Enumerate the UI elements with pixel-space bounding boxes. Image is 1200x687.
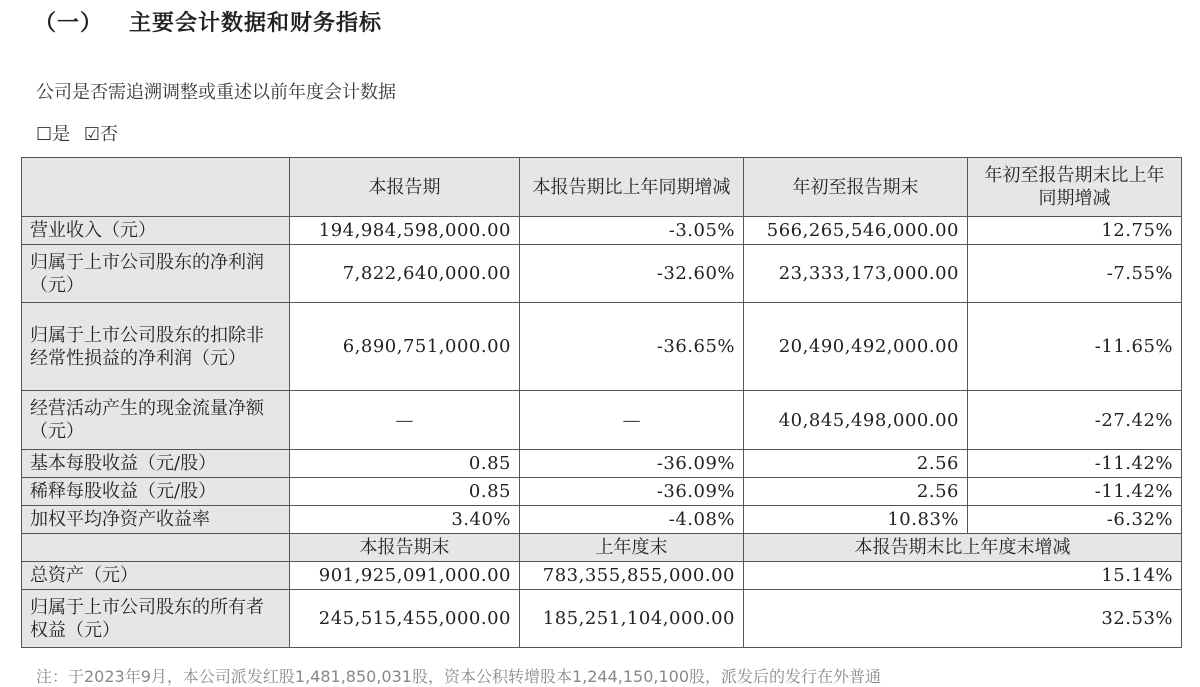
cell-ytd-change: -11.42% [968, 478, 1182, 506]
header-current-change: 本报告期比上年同期增减 [520, 158, 744, 217]
row-label: 归属于上市公司股东的扣除非经常性损益的净利润（元） [22, 303, 290, 391]
section-number: （一） [34, 11, 104, 36]
table-row [22, 562, 1182, 590]
cell-current: 0.85 [290, 478, 520, 506]
row-label: 归属于上市公司股东的净利润（元） [22, 245, 290, 303]
cell-current-change: — [520, 391, 744, 450]
cell-current-change: -36.65% [520, 303, 744, 391]
cell-current: — [290, 391, 520, 450]
subheader-change: 本报告期末比上年度末增减 [744, 534, 1182, 562]
cell-current: 194,984,598,000.00 [290, 217, 520, 245]
cell-ytd-change: -6.32% [968, 506, 1182, 534]
table-row [22, 303, 1182, 391]
cell-ytd: 566,265,546,000.00 [744, 217, 968, 245]
cell-ytd: 23,333,173,000.00 [744, 245, 968, 303]
row-label: 经营活动产生的现金流量净额（元） [22, 391, 290, 450]
cell-current-change: -4.08% [520, 506, 744, 534]
cell-current: 6,890,751,000.00 [290, 303, 520, 391]
table-row [22, 478, 1182, 506]
cell-ytd: 40,845,498,000.00 [744, 391, 968, 450]
table-row [22, 590, 1182, 648]
cell-current: 3.40% [290, 506, 520, 534]
cell-prior-year-end: 783,355,855,000.00 [520, 562, 744, 590]
cell-ytd-change: -7.55% [968, 245, 1182, 303]
cell-current-change: -32.60% [520, 245, 744, 303]
table-header-row [22, 158, 1182, 217]
cell-ytd: 10.83% [744, 506, 968, 534]
subheader-period-end: 本报告期末 [290, 534, 520, 562]
cell-current-change: -36.09% [520, 450, 744, 478]
table-row [22, 391, 1182, 450]
cell-change: 15.14% [744, 562, 1182, 590]
cell-ytd: 2.56 [744, 478, 968, 506]
footnote: 注：于2023年9月，本公司派发红股1,481,850,031股，资本公积转增股本1,244,150,100股，派发后的发行在外普通 [36, 667, 882, 686]
cell-ytd-change: -27.42% [968, 391, 1182, 450]
row-label: 归属于上市公司股东的所有者权益（元） [22, 590, 290, 648]
cell-ytd: 2.56 [744, 450, 968, 478]
restatement-options [36, 120, 126, 146]
row-label: 基本每股收益（元/股） [22, 450, 290, 478]
table-row [22, 245, 1182, 303]
table-subheader-row [22, 534, 1182, 562]
header-current-period: 本报告期 [290, 158, 520, 217]
header-ytd: 年初至报告期末 [744, 158, 968, 217]
option-yes: ☐是 [36, 124, 71, 145]
section-heading [34, 6, 382, 37]
row-label: 营业收入（元） [22, 217, 290, 245]
cell-current-change: -36.09% [520, 478, 744, 506]
financial-indicators-table [21, 157, 1182, 648]
section-title: 主要会计数据和财务指标 [129, 11, 383, 36]
table-row [22, 217, 1182, 245]
cell-current-change: -3.05% [520, 217, 744, 245]
cell-prior-year-end: 185,251,104,000.00 [520, 590, 744, 648]
row-label: 加权平均净资产收益率 [22, 506, 290, 534]
row-label: 稀释每股收益（元/股） [22, 478, 290, 506]
cell-change: 32.53% [744, 590, 1182, 648]
cell-current: 7,822,640,000.00 [290, 245, 520, 303]
subheader-blank [22, 534, 290, 562]
cell-ytd-change: -11.42% [968, 450, 1182, 478]
option-no: ☑否 [83, 124, 119, 145]
restatement-question: 公司是否需追溯调整或重述以前年度会计数据 [36, 82, 396, 103]
row-label: 总资产（元） [22, 562, 290, 590]
cell-current: 0.85 [290, 450, 520, 478]
header-blank [22, 158, 290, 217]
subheader-prior-year-end: 上年度末 [520, 534, 744, 562]
table-row [22, 450, 1182, 478]
header-ytd-change: 年初至报告期末比上年同期增减 [968, 158, 1182, 217]
table-row [22, 506, 1182, 534]
cell-ytd: 20,490,492,000.00 [744, 303, 968, 391]
cell-ytd-change: -11.65% [968, 303, 1182, 391]
cell-period-end: 901,925,091,000.00 [290, 562, 520, 590]
cell-period-end: 245,515,455,000.00 [290, 590, 520, 648]
cell-ytd-change: 12.75% [968, 217, 1182, 245]
